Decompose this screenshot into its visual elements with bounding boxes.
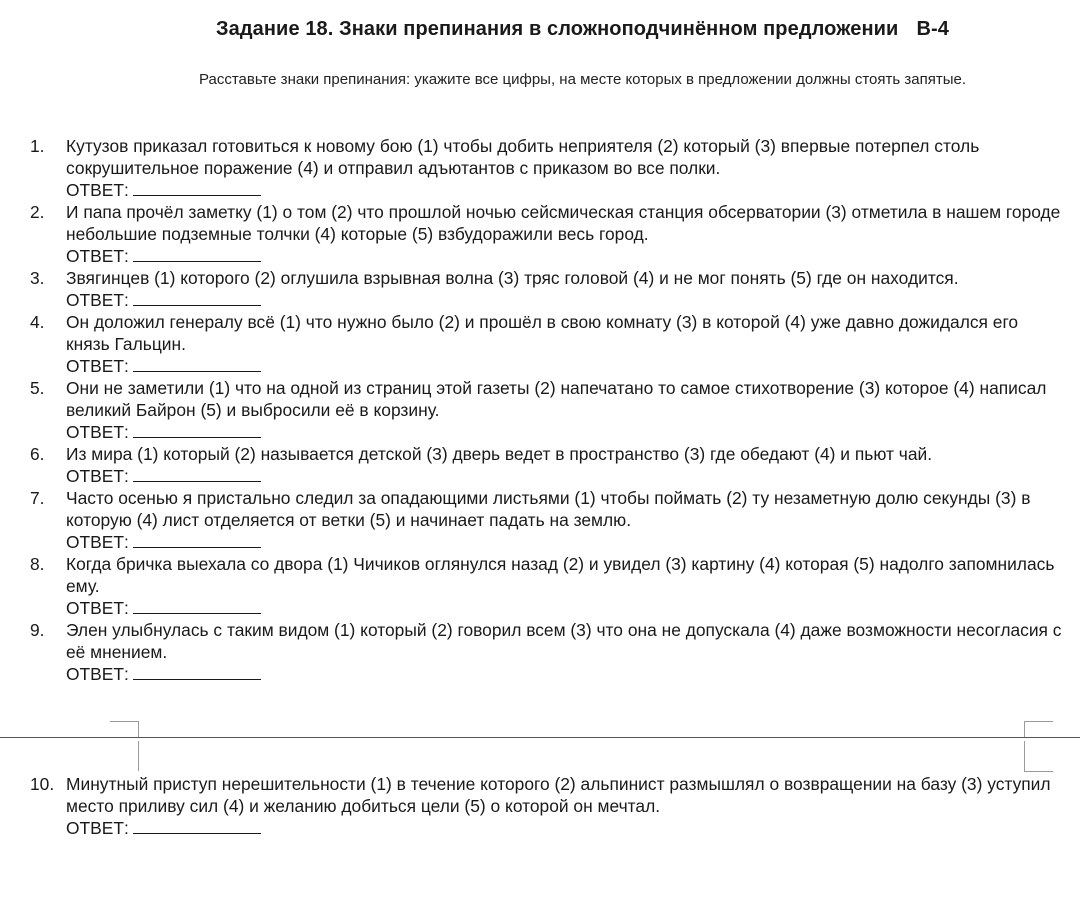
task-text: Когда бричка выехала со двора (1) Чичиков оглянулся назад (2) и увидел (3) картину (4) которая (5) надолго запомнилась ему. xyxy=(66,554,1055,596)
task-number: 9. xyxy=(30,620,45,640)
answer-label: ОТВЕТ: xyxy=(66,466,129,486)
answer-row xyxy=(66,355,1062,377)
task-item xyxy=(0,311,1080,377)
answer-field[interactable] xyxy=(133,423,261,438)
task-item xyxy=(0,487,1080,553)
answer-row xyxy=(66,465,1062,487)
crop-mark xyxy=(1024,741,1053,772)
task-text: Часто осенью я пристально следил за опадающими листьями (1) чтобы поймать (2) ту незаметную долю секунды (3) в которую (4) лист отделяется от ветки (5) и начинает падать на землю. xyxy=(66,488,1031,530)
answer-row xyxy=(66,245,1062,267)
answer-row xyxy=(66,179,1062,201)
answer-row xyxy=(66,421,1062,443)
answer-label: ОТВЕТ: xyxy=(66,356,129,376)
answer-field[interactable] xyxy=(133,291,261,306)
answer-field[interactable] xyxy=(133,819,261,834)
answer-field[interactable] xyxy=(133,357,261,372)
task-text: Элен улыбнулась с таким видом (1) который (2) говорил всем (3) что она не допускала (4) даже возможности несогласия с её мнением. xyxy=(66,620,1062,662)
task-number: 7. xyxy=(30,488,45,508)
task-number: 1. xyxy=(30,136,45,156)
page-break-divider xyxy=(0,737,1080,738)
task-item xyxy=(0,773,1080,839)
task-number: 2. xyxy=(30,202,45,222)
task-text: Кутузов приказал готовиться к новому бою (1) чтобы добить неприятеля (2) который (3) впервые потерпел столь сокрушительное поражение (4) и отправил адъютантов с приказом во все полки. xyxy=(66,136,980,178)
task-number: 5. xyxy=(30,378,45,398)
answer-label: ОТВЕТ: xyxy=(66,246,129,266)
answer-row xyxy=(66,663,1062,685)
task-number: 10. xyxy=(30,774,55,794)
task-item xyxy=(0,201,1080,267)
answer-label: ОТВЕТ: xyxy=(66,290,129,310)
answer-field[interactable] xyxy=(133,533,261,548)
title-text: Задание 18. Знаки препинания в сложноподчинённом предложении xyxy=(216,18,899,40)
task-item xyxy=(0,619,1080,685)
task-text: Из мира (1) который (2) называется детской (3) дверь ведет в пространство (3) где обедают (4) и пьют чай. xyxy=(66,444,933,464)
task-number: 4. xyxy=(30,312,45,332)
answer-label: ОТВЕТ: xyxy=(66,422,129,442)
answer-label: ОТВЕТ: xyxy=(66,532,129,552)
crop-mark xyxy=(110,741,139,771)
answer-label: ОТВЕТ: xyxy=(66,664,129,684)
answer-label: ОТВЕТ: xyxy=(66,180,129,200)
answer-label: ОТВЕТ: xyxy=(66,598,129,618)
crop-mark xyxy=(1024,721,1053,737)
answer-field[interactable] xyxy=(133,247,261,262)
task-text: Звягинцев (1) которого (2) оглушила взрывная волна (3) тряс головой (4) и не мог понять (5) где он находится. xyxy=(66,268,959,288)
answer-field[interactable] xyxy=(133,665,261,680)
task-list xyxy=(0,135,1080,685)
task-number: 8. xyxy=(30,554,45,574)
instructions: Расставьте знаки препинания: укажите все цифры, на месте которых в предложении должны стоять запятые. xyxy=(198,71,967,88)
answer-row xyxy=(66,597,1062,619)
variant-label: В-4 xyxy=(916,18,949,40)
task-item xyxy=(0,267,1080,311)
task-text: Они не заметили (1) что на одной из страниц этой газеты (2) напечатано то самое стихотворение (3) которое (4) написал великий Байрон (5) и выбросили её в корзину. xyxy=(66,378,1047,420)
task-number: 3. xyxy=(30,268,45,288)
task-text: Он доложил генералу всё (1) что нужно было (2) и прошёл в свою комнату (3) в которой (4) уже давно дожидался его князь Гальцин. xyxy=(66,312,1019,354)
answer-label: ОТВЕТ: xyxy=(66,818,129,838)
task-item xyxy=(0,553,1080,619)
task-item xyxy=(0,443,1080,487)
answer-field[interactable] xyxy=(133,599,261,614)
task-item xyxy=(0,377,1080,443)
task-number: 6. xyxy=(30,444,45,464)
page-title xyxy=(0,18,1080,41)
task-item xyxy=(0,135,1080,201)
crop-mark xyxy=(110,721,139,737)
task-text: Минутный приступ нерешительности (1) в течение которого (2) альпинист размышлял о возвращении на базу (3) уступил место приливу сил (4) и желанию добиться цели (5) о которой он мечтал. xyxy=(66,774,1051,816)
answer-row xyxy=(66,289,1062,311)
task-text: И папа прочёл заметку (1) о том (2) что прошлой ночью сейсмическая станция обсерватории (3) отметила в нашем городе небольшие подземные толчки (4) которые (5) взбудоражили весь город. xyxy=(66,202,1061,244)
answer-row xyxy=(66,531,1062,553)
answer-field[interactable] xyxy=(133,181,261,196)
answer-field[interactable] xyxy=(133,467,261,482)
answer-row xyxy=(66,817,1062,839)
task-list-page-2 xyxy=(0,773,1080,839)
